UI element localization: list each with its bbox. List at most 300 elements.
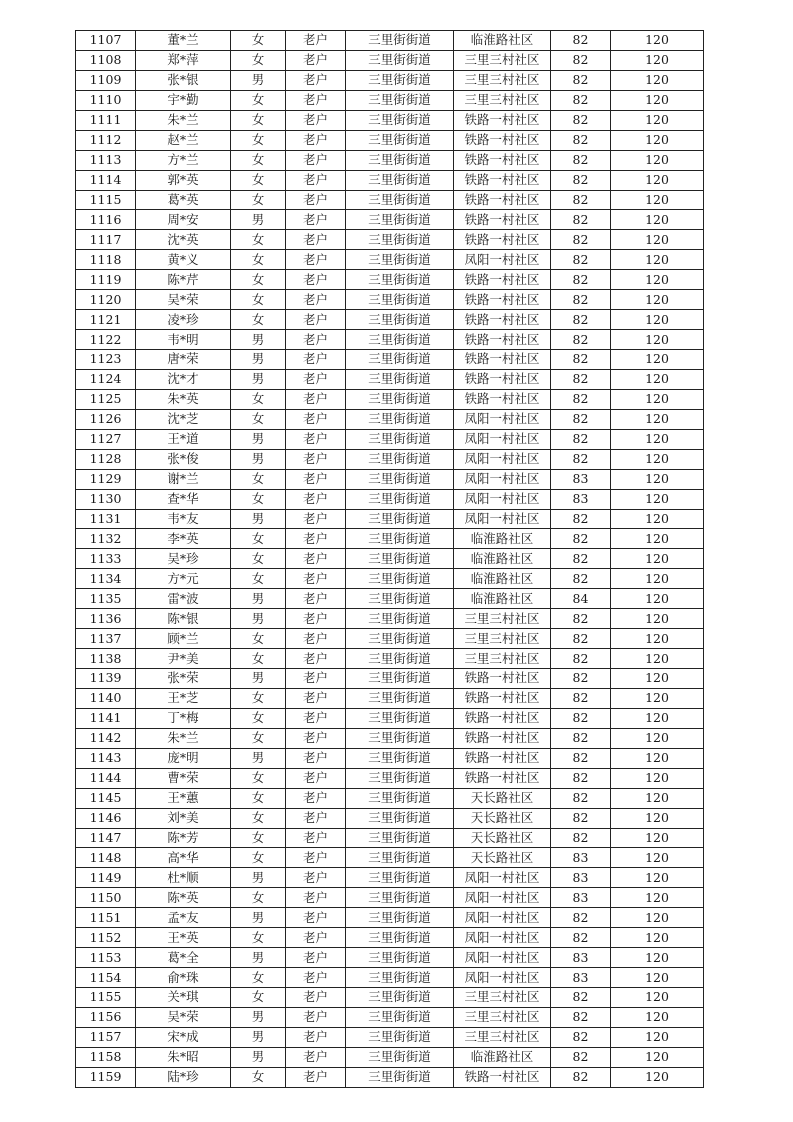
street-cell: 三里街街道 (346, 549, 454, 569)
table-row (76, 90, 704, 110)
gender-cell: 女 (231, 728, 286, 748)
amount-cell: 120 (611, 948, 704, 968)
table-row (76, 409, 704, 429)
street-cell: 三里街街道 (346, 31, 454, 51)
amount-cell: 120 (611, 369, 704, 389)
age-cell: 82 (551, 549, 611, 569)
serial-number-cell: 1146 (76, 808, 136, 828)
table-row (76, 350, 704, 370)
name-cell: 方*兰 (136, 150, 231, 170)
household-type-cell: 老户 (286, 669, 346, 689)
table-row (76, 928, 704, 948)
gender-cell: 女 (231, 270, 286, 290)
household-type-cell: 老户 (286, 310, 346, 330)
community-cell: 天长路社区 (454, 848, 551, 868)
name-cell: 葛*英 (136, 190, 231, 210)
age-cell: 82 (551, 1067, 611, 1087)
street-cell: 三里街街道 (346, 609, 454, 629)
amount-cell: 120 (611, 1067, 704, 1087)
amount-cell: 120 (611, 968, 704, 988)
household-type-cell: 老户 (286, 708, 346, 728)
gender-cell: 女 (231, 409, 286, 429)
community-cell: 临淮路社区 (454, 529, 551, 549)
serial-number-cell: 1143 (76, 748, 136, 768)
amount-cell: 120 (611, 389, 704, 409)
street-cell: 三里街街道 (346, 788, 454, 808)
table-row (76, 509, 704, 529)
amount-cell: 120 (611, 908, 704, 928)
age-cell: 82 (551, 369, 611, 389)
serial-number-cell: 1116 (76, 210, 136, 230)
community-cell: 凤阳一村社区 (454, 868, 551, 888)
household-type-cell: 老户 (286, 449, 346, 469)
household-type-cell: 老户 (286, 50, 346, 70)
household-type-cell: 老户 (286, 589, 346, 609)
amount-cell: 120 (611, 748, 704, 768)
community-cell: 三里三村社区 (454, 90, 551, 110)
table-row (76, 369, 704, 389)
gender-cell: 女 (231, 170, 286, 190)
name-cell: 赵*兰 (136, 130, 231, 150)
street-cell: 三里街街道 (346, 170, 454, 190)
table-row (76, 1027, 704, 1047)
household-type-cell: 老户 (286, 748, 346, 768)
amount-cell: 120 (611, 669, 704, 689)
table-row (76, 489, 704, 509)
street-cell: 三里街街道 (346, 728, 454, 748)
street-cell: 三里街街道 (346, 688, 454, 708)
household-type-cell: 老户 (286, 888, 346, 908)
name-cell: 宇*勤 (136, 90, 231, 110)
age-cell: 82 (551, 290, 611, 310)
gender-cell: 男 (231, 669, 286, 689)
name-cell: 葛*全 (136, 948, 231, 968)
street-cell: 三里街街道 (346, 669, 454, 689)
household-type-cell: 老户 (286, 629, 346, 649)
community-cell: 铁路一村社区 (454, 310, 551, 330)
serial-number-cell: 1109 (76, 70, 136, 90)
community-cell: 三里三村社区 (454, 609, 551, 629)
table-row (76, 270, 704, 290)
table-row (76, 788, 704, 808)
street-cell: 三里街街道 (346, 230, 454, 250)
community-cell: 铁路一村社区 (454, 1067, 551, 1087)
age-cell: 82 (551, 409, 611, 429)
age-cell: 82 (551, 449, 611, 469)
age-cell: 82 (551, 310, 611, 330)
age-cell: 82 (551, 609, 611, 629)
street-cell: 三里街街道 (346, 310, 454, 330)
gender-cell: 女 (231, 190, 286, 210)
gender-cell: 女 (231, 968, 286, 988)
serial-number-cell: 1140 (76, 688, 136, 708)
gender-cell: 男 (231, 1007, 286, 1027)
street-cell: 三里街街道 (346, 988, 454, 1008)
street-cell: 三里街街道 (346, 1007, 454, 1027)
serial-number-cell: 1124 (76, 369, 136, 389)
gender-cell: 女 (231, 928, 286, 948)
serial-number-cell: 1159 (76, 1067, 136, 1087)
community-cell: 铁路一村社区 (454, 230, 551, 250)
household-type-cell: 老户 (286, 649, 346, 669)
serial-number-cell: 1154 (76, 968, 136, 988)
amount-cell: 120 (611, 489, 704, 509)
age-cell: 82 (551, 150, 611, 170)
age-cell: 82 (551, 350, 611, 370)
serial-number-cell: 1111 (76, 110, 136, 130)
community-cell: 铁路一村社区 (454, 748, 551, 768)
household-type-cell: 老户 (286, 1027, 346, 1047)
table-row (76, 31, 704, 51)
name-cell: 顾*兰 (136, 629, 231, 649)
household-type-cell: 老户 (286, 31, 346, 51)
gender-cell: 女 (231, 808, 286, 828)
name-cell: 黄*义 (136, 250, 231, 270)
name-cell: 陆*珍 (136, 1067, 231, 1087)
serial-number-cell: 1150 (76, 888, 136, 908)
name-cell: 丁*梅 (136, 708, 231, 728)
gender-cell: 女 (231, 569, 286, 589)
household-type-cell: 老户 (286, 1007, 346, 1027)
community-cell: 三里三村社区 (454, 988, 551, 1008)
household-type-cell: 老户 (286, 110, 346, 130)
street-cell: 三里街街道 (346, 409, 454, 429)
age-cell: 82 (551, 210, 611, 230)
name-cell: 陈*芳 (136, 828, 231, 848)
street-cell: 三里街街道 (346, 330, 454, 350)
gender-cell: 女 (231, 150, 286, 170)
amount-cell: 120 (611, 728, 704, 748)
amount-cell: 120 (611, 350, 704, 370)
community-cell: 凤阳一村社区 (454, 968, 551, 988)
street-cell: 三里街街道 (346, 270, 454, 290)
community-cell: 三里三村社区 (454, 1027, 551, 1047)
household-type-cell: 老户 (286, 609, 346, 629)
table-row (76, 310, 704, 330)
household-type-cell: 老户 (286, 230, 346, 250)
serial-number-cell: 1119 (76, 270, 136, 290)
name-cell: 孟*友 (136, 908, 231, 928)
age-cell: 82 (551, 170, 611, 190)
community-cell: 铁路一村社区 (454, 130, 551, 150)
street-cell: 三里街街道 (346, 70, 454, 90)
age-cell: 83 (551, 868, 611, 888)
name-cell: 吴*荣 (136, 1007, 231, 1027)
name-cell: 尹*美 (136, 649, 231, 669)
name-cell: 王*蕙 (136, 788, 231, 808)
amount-cell: 120 (611, 1027, 704, 1047)
serial-number-cell: 1114 (76, 170, 136, 190)
serial-number-cell: 1130 (76, 489, 136, 509)
community-cell: 铁路一村社区 (454, 210, 551, 230)
table-row (76, 848, 704, 868)
street-cell: 三里街街道 (346, 828, 454, 848)
household-type-cell: 老户 (286, 429, 346, 449)
serial-number-cell: 1112 (76, 130, 136, 150)
amount-cell: 120 (611, 110, 704, 130)
household-type-cell: 老户 (286, 150, 346, 170)
household-type-cell: 老户 (286, 948, 346, 968)
age-cell: 82 (551, 928, 611, 948)
household-type-cell: 老户 (286, 529, 346, 549)
community-cell: 凤阳一村社区 (454, 489, 551, 509)
gender-cell: 男 (231, 509, 286, 529)
table-row (76, 210, 704, 230)
household-type-cell: 老户 (286, 350, 346, 370)
household-type-cell: 老户 (286, 728, 346, 748)
community-cell: 铁路一村社区 (454, 150, 551, 170)
name-cell: 凌*珍 (136, 310, 231, 330)
gender-cell: 女 (231, 629, 286, 649)
amount-cell: 120 (611, 170, 704, 190)
name-cell: 关*琪 (136, 988, 231, 1008)
gender-cell: 男 (231, 908, 286, 928)
amount-cell: 120 (611, 409, 704, 429)
serial-number-cell: 1122 (76, 330, 136, 350)
serial-number-cell: 1115 (76, 190, 136, 210)
gender-cell: 女 (231, 250, 286, 270)
name-cell: 方*元 (136, 569, 231, 589)
age-cell: 83 (551, 469, 611, 489)
household-type-cell: 老户 (286, 190, 346, 210)
table-row (76, 389, 704, 409)
name-cell: 朱*兰 (136, 110, 231, 130)
name-cell: 张*银 (136, 70, 231, 90)
community-cell: 铁路一村社区 (454, 110, 551, 130)
gender-cell: 女 (231, 529, 286, 549)
community-cell: 凤阳一村社区 (454, 409, 551, 429)
table-row (76, 948, 704, 968)
household-type-cell: 老户 (286, 928, 346, 948)
amount-cell: 120 (611, 230, 704, 250)
amount-cell: 120 (611, 708, 704, 728)
age-cell: 83 (551, 848, 611, 868)
amount-cell: 120 (611, 609, 704, 629)
table-row (76, 290, 704, 310)
serial-number-cell: 1133 (76, 549, 136, 569)
gender-cell: 男 (231, 429, 286, 449)
name-cell: 庞*明 (136, 748, 231, 768)
community-cell: 铁路一村社区 (454, 768, 551, 788)
community-cell: 天长路社区 (454, 828, 551, 848)
household-type-cell: 老户 (286, 70, 346, 90)
age-cell: 82 (551, 70, 611, 90)
community-cell: 铁路一村社区 (454, 290, 551, 310)
table-row (76, 150, 704, 170)
household-type-cell: 老户 (286, 569, 346, 589)
street-cell: 三里街街道 (346, 848, 454, 868)
serial-number-cell: 1137 (76, 629, 136, 649)
amount-cell: 120 (611, 888, 704, 908)
name-cell: 谢*兰 (136, 469, 231, 489)
street-cell: 三里街街道 (346, 629, 454, 649)
street-cell: 三里街街道 (346, 888, 454, 908)
gender-cell: 男 (231, 1027, 286, 1047)
table-row (76, 230, 704, 250)
serial-number-cell: 1134 (76, 569, 136, 589)
gender-cell: 女 (231, 549, 286, 569)
gender-cell: 男 (231, 350, 286, 370)
serial-number-cell: 1139 (76, 669, 136, 689)
table-row (76, 429, 704, 449)
gender-cell: 女 (231, 888, 286, 908)
gender-cell: 男 (231, 1047, 286, 1067)
street-cell: 三里街街道 (346, 429, 454, 449)
household-type-cell: 老户 (286, 389, 346, 409)
age-cell: 84 (551, 589, 611, 609)
age-cell: 82 (551, 330, 611, 350)
age-cell: 82 (551, 1047, 611, 1067)
serial-number-cell: 1125 (76, 389, 136, 409)
roster-table (75, 30, 704, 1088)
household-type-cell: 老户 (286, 210, 346, 230)
serial-number-cell: 1141 (76, 708, 136, 728)
gender-cell: 女 (231, 828, 286, 848)
household-type-cell: 老户 (286, 170, 346, 190)
serial-number-cell: 1126 (76, 409, 136, 429)
amount-cell: 120 (611, 808, 704, 828)
age-cell: 82 (551, 748, 611, 768)
name-cell: 韦*友 (136, 509, 231, 529)
age-cell: 82 (551, 190, 611, 210)
community-cell: 铁路一村社区 (454, 669, 551, 689)
table-row (76, 549, 704, 569)
gender-cell: 女 (231, 50, 286, 70)
amount-cell: 120 (611, 310, 704, 330)
gender-cell: 女 (231, 708, 286, 728)
name-cell: 俞*珠 (136, 968, 231, 988)
amount-cell: 120 (611, 788, 704, 808)
table-row (76, 1047, 704, 1067)
age-cell: 82 (551, 649, 611, 669)
name-cell: 朱*昭 (136, 1047, 231, 1067)
community-cell: 铁路一村社区 (454, 389, 551, 409)
street-cell: 三里街街道 (346, 369, 454, 389)
serial-number-cell: 1123 (76, 350, 136, 370)
age-cell: 82 (551, 1007, 611, 1027)
name-cell: 郑*萍 (136, 50, 231, 70)
street-cell: 三里街街道 (346, 190, 454, 210)
serial-number-cell: 1131 (76, 509, 136, 529)
table-row (76, 768, 704, 788)
household-type-cell: 老户 (286, 290, 346, 310)
age-cell: 82 (551, 629, 611, 649)
name-cell: 雷*波 (136, 589, 231, 609)
table-row (76, 808, 704, 828)
name-cell: 陈*英 (136, 888, 231, 908)
table-row (76, 50, 704, 70)
table-row (76, 609, 704, 629)
table-row (76, 529, 704, 549)
gender-cell: 男 (231, 330, 286, 350)
amount-cell: 120 (611, 569, 704, 589)
gender-cell: 女 (231, 90, 286, 110)
age-cell: 82 (551, 728, 611, 748)
table-row (76, 688, 704, 708)
gender-cell: 女 (231, 389, 286, 409)
gender-cell: 男 (231, 868, 286, 888)
household-type-cell: 老户 (286, 509, 346, 529)
gender-cell: 女 (231, 230, 286, 250)
street-cell: 三里街街道 (346, 389, 454, 409)
amount-cell: 120 (611, 150, 704, 170)
table-row (76, 828, 704, 848)
household-type-cell: 老户 (286, 848, 346, 868)
serial-number-cell: 1149 (76, 868, 136, 888)
age-cell: 82 (551, 669, 611, 689)
street-cell: 三里街街道 (346, 469, 454, 489)
household-type-cell: 老户 (286, 549, 346, 569)
name-cell: 朱*英 (136, 389, 231, 409)
gender-cell: 女 (231, 31, 286, 51)
serial-number-cell: 1136 (76, 609, 136, 629)
community-cell: 凤阳一村社区 (454, 429, 551, 449)
community-cell: 凤阳一村社区 (454, 509, 551, 529)
amount-cell: 120 (611, 868, 704, 888)
name-cell: 张*荣 (136, 669, 231, 689)
name-cell: 沈*才 (136, 369, 231, 389)
name-cell: 陈*银 (136, 609, 231, 629)
serial-number-cell: 1142 (76, 728, 136, 748)
amount-cell: 120 (611, 1007, 704, 1027)
amount-cell: 120 (611, 688, 704, 708)
age-cell: 82 (551, 828, 611, 848)
name-cell: 高*华 (136, 848, 231, 868)
community-cell: 天长路社区 (454, 808, 551, 828)
table-row (76, 589, 704, 609)
name-cell: 唐*荣 (136, 350, 231, 370)
name-cell: 杜*顺 (136, 868, 231, 888)
street-cell: 三里街街道 (346, 1067, 454, 1087)
age-cell: 82 (551, 31, 611, 51)
age-cell: 82 (551, 110, 611, 130)
name-cell: 刘*美 (136, 808, 231, 828)
community-cell: 凤阳一村社区 (454, 908, 551, 928)
age-cell: 82 (551, 988, 611, 1008)
age-cell: 82 (551, 768, 611, 788)
street-cell: 三里街街道 (346, 150, 454, 170)
amount-cell: 120 (611, 848, 704, 868)
street-cell: 三里街街道 (346, 350, 454, 370)
household-type-cell: 老户 (286, 1067, 346, 1087)
street-cell: 三里街街道 (346, 1047, 454, 1067)
serial-number-cell: 1129 (76, 469, 136, 489)
serial-number-cell: 1151 (76, 908, 136, 928)
serial-number-cell: 1145 (76, 788, 136, 808)
table-row (76, 469, 704, 489)
table-row (76, 449, 704, 469)
amount-cell: 120 (611, 70, 704, 90)
amount-cell: 120 (611, 31, 704, 51)
table-row (76, 748, 704, 768)
street-cell: 三里街街道 (346, 50, 454, 70)
community-cell: 铁路一村社区 (454, 350, 551, 370)
name-cell: 吴*荣 (136, 290, 231, 310)
street-cell: 三里街街道 (346, 589, 454, 609)
name-cell: 张*俊 (136, 449, 231, 469)
community-cell: 临淮路社区 (454, 31, 551, 51)
street-cell: 三里街街道 (346, 748, 454, 768)
gender-cell: 女 (231, 649, 286, 669)
table-row (76, 190, 704, 210)
age-cell: 82 (551, 908, 611, 928)
table-row (76, 868, 704, 888)
community-cell: 临淮路社区 (454, 549, 551, 569)
street-cell: 三里街街道 (346, 569, 454, 589)
amount-cell: 120 (611, 629, 704, 649)
community-cell: 三里三村社区 (454, 649, 551, 669)
community-cell: 临淮路社区 (454, 1047, 551, 1067)
